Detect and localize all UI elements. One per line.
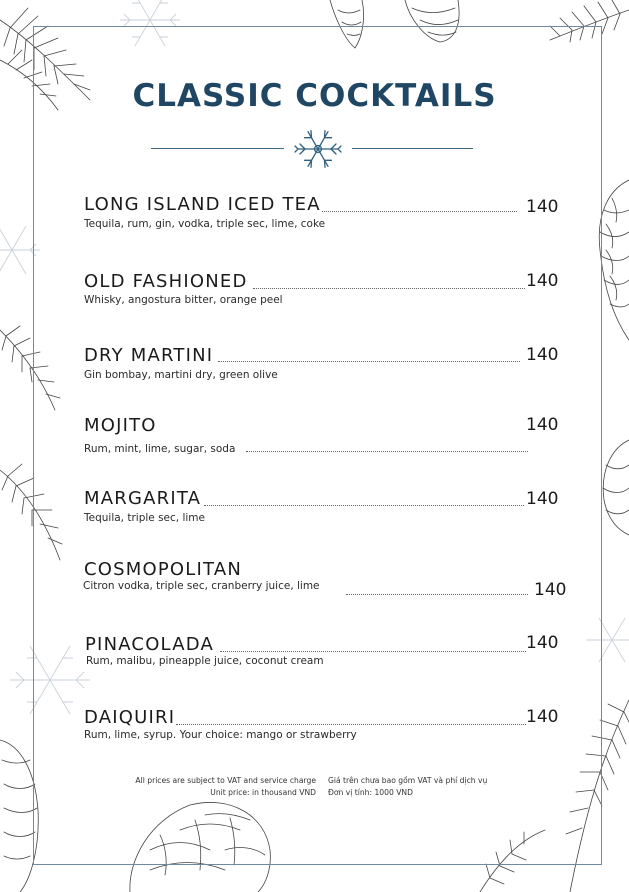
menu-item-name: COSMOPOLITAN — [84, 559, 242, 580]
unit-note-vi: Đơn vị tính: 1000 VND — [328, 788, 413, 797]
dot-leader — [220, 651, 526, 652]
dot-leader — [322, 211, 517, 212]
dot-leader — [246, 451, 528, 452]
pine-cone-icon — [599, 180, 629, 340]
menu-item-description: Whisky, angostura bitter, orange peel — [84, 294, 283, 306]
dot-leader — [346, 594, 528, 595]
menu-item-name: DAIQUIRI — [84, 707, 176, 728]
menu-item-price: 140 — [526, 707, 559, 727]
menu-item-price: 140 — [526, 345, 559, 365]
price-note-vietnamese — [328, 775, 487, 799]
dot-leader — [218, 361, 520, 362]
menu-item-price: 140 — [526, 271, 559, 291]
menu-item-description: Gin bombay, martini dry, green olive — [84, 369, 278, 381]
menu-item-description: Tequila, rum, gin, vodka, triple sec, lime, coke — [84, 218, 326, 230]
menu-item-description: Rum, mint, lime, sugar, soda — [84, 443, 236, 455]
menu-item-description: Rum, lime, syrup. Your choice: mango or strawberry — [84, 729, 357, 741]
menu-item-name: LONG ISLAND ICED TEA — [84, 194, 321, 215]
divider-line-left — [151, 148, 284, 149]
dot-leader — [204, 505, 524, 506]
price-note-english — [80, 775, 316, 799]
menu-item-description: Rum, malibu, pineapple juice, coconut cream — [86, 655, 324, 667]
menu-item-description: Citron vodka, triple sec, cranberry juice, lime — [83, 580, 320, 592]
menu-item-name: OLD FASHIONED — [84, 271, 248, 292]
vat-note-vi: Giá trên chưa bao gồm VAT và phí dịch vụ — [328, 776, 488, 785]
menu-item-price: 140 — [534, 580, 567, 600]
menu-item-price: 140 — [526, 633, 559, 653]
menu-item-name: MARGARITA — [84, 488, 202, 509]
menu-item-price: 140 — [526, 197, 559, 217]
menu-item-name: PINACOLADA — [85, 634, 214, 655]
unit-note: Unit price: in thousand VND — [210, 788, 316, 797]
dot-leader — [253, 288, 525, 289]
menu-item-name: MOJITO — [84, 415, 157, 436]
divider-line-right — [352, 148, 473, 149]
page-title: CLASSIC COCKTAILS — [132, 78, 497, 114]
menu-item-description: Tequila, triple sec, lime — [84, 512, 205, 524]
menu-item-price: 140 — [526, 489, 559, 509]
pine-cone-icon — [603, 440, 629, 535]
menu-item-name: DRY MARTINI — [84, 345, 214, 366]
vat-note: All prices are subject to VAT and service charge — [135, 776, 316, 785]
dot-leader — [176, 724, 526, 725]
menu-item-price: 140 — [526, 415, 559, 435]
